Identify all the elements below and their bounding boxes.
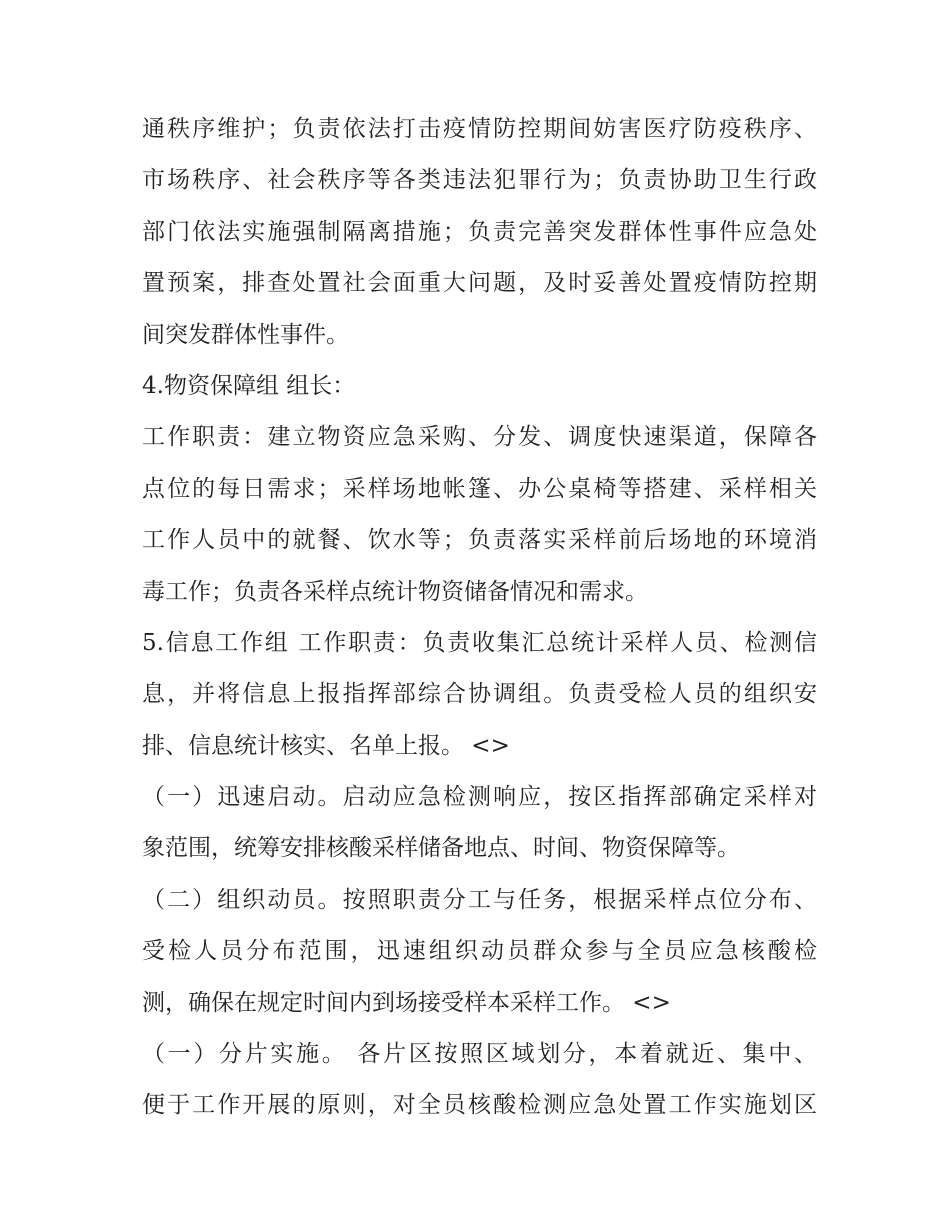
- text-line: 毒工作；负责各采样点统计物资储备情况和需求。: [142, 578, 648, 605]
- text-line: 象范围，统筹安排核酸采样储备地点、时间、物资保障等。: [142, 835, 740, 862]
- document-body: [142, 104, 817, 1132]
- text-line: （二）组织动员。按照职责分工与任务，根据采样点位分布、: [142, 886, 817, 913]
- text-line: 市场秩序、社会秩序等各类违法犯罪行为；负责协助卫生行政: [142, 167, 817, 194]
- section-heading: 4.物资保障组 组长：: [142, 372, 356, 399]
- text-line: 点位的每日需求；采样场地帐篷、办公桌椅等搭建、采样相关: [142, 475, 817, 502]
- text-line: 间突发群体性事件。: [142, 321, 349, 348]
- text-line: （一）迅速启动。启动应急检测响应，按区指挥部确定采样对: [142, 784, 817, 811]
- text-line: （一）分片实施。 各片区按照区域划分，本着就近、集中、: [142, 1041, 817, 1068]
- text-line: 测，确保在规定时间内到场接受样本采样工作。 <>: [142, 989, 671, 1016]
- text-line: 排、信息统计核实、名单上报。 <>: [142, 732, 510, 759]
- text-line: 部门依法实施强制隔离措施；负责完善突发群体性事件应急处: [142, 218, 817, 245]
- text-line: 受检人员分布范围，迅速组织动员群众参与全员应急核酸检: [142, 938, 817, 965]
- text-line: 置预案，排查处置社会面重大问题，及时妥善处置疫情防控期: [142, 270, 817, 297]
- text-line: 工作人员中的就餐、饮水等；负责落实采样前后场地的环境消: [142, 527, 817, 554]
- text-line: 通秩序维护；负责依法打击疫情防控期间妨害医疗防疫秩序、: [142, 116, 817, 142]
- text-line: 息，并将信息上报指挥部综合协调组。负责受检人员的组织安: [142, 681, 817, 708]
- text-line: 工作职责：建立物资应急采购、分发、调度快速渠道，保障各: [142, 424, 817, 451]
- text-line: 便于工作开展的原则，对全员核酸检测应急处置工作实施划区: [142, 1092, 817, 1119]
- section-heading: 5.信息工作组 工作职责：负责收集汇总统计采样人员、检测信: [142, 629, 817, 656]
